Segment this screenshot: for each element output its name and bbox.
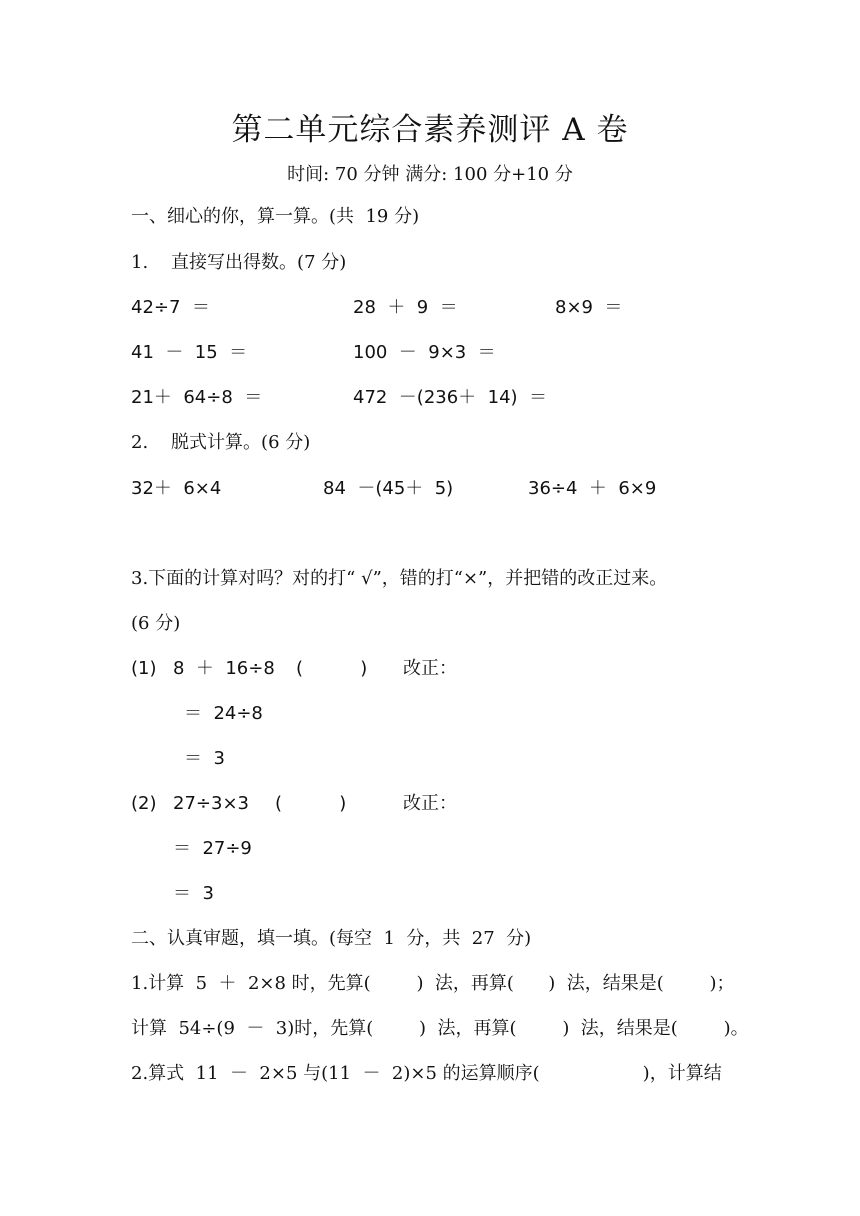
q3-part1-correction-label: 改正： — [403, 658, 457, 679]
q3-part1-number: (1) — [131, 658, 157, 679]
section2-q1-line: 1.计算 5 ＋ 2×8 时，先算( ) 法，再算( ) 法，结果是( )； — [131, 973, 735, 994]
q1-item: 8×9 ＝ — [555, 297, 623, 318]
q1-label: 1. 直接写出得数。(7 分) — [131, 252, 347, 273]
q3-part2-step: ＝ 27÷9 — [173, 838, 252, 859]
q1-item: 472 －(236＋ 14) ＝ — [353, 387, 547, 408]
q1-item: 41 － 15 ＝ — [131, 342, 248, 363]
q3-part1-answer-blank[interactable]: ( ) — [296, 658, 368, 679]
q3-part2-answer-blank[interactable]: ( ) — [275, 793, 347, 814]
q3-part2-number: (2) — [131, 793, 157, 814]
q3-label: 3.下面的计算对吗？对的打“ √”，错的打“×”，并把错的改正过来。 — [131, 568, 668, 589]
q3-part1-expression: 8 ＋ 16÷8 — [173, 658, 275, 679]
q1-item: 28 ＋ 9 ＝ — [353, 297, 458, 318]
exam-info: 时间: 70 分钟 满分: 100 分+10 分 — [287, 164, 573, 185]
q2-item: 32＋ 6×4 — [131, 478, 222, 499]
q3-part2-step: ＝ 3 — [173, 883, 214, 904]
q2-item: 36÷4 ＋ 6×9 — [528, 478, 657, 499]
q3-part1-step: ＝ 3 — [184, 748, 225, 769]
page-title: 第二单元综合素养测评 A 卷 — [231, 112, 629, 148]
q1-item: 21＋ 64÷8 ＝ — [131, 387, 263, 408]
section2-q2-line: 2.算式 11 － 2×5 与(11 － 2)×5 的运算顺序( )，计算结 — [131, 1063, 722, 1084]
q3-label-points: (6 分) — [131, 613, 181, 634]
q3-part2-expression: 27÷3×3 — [173, 793, 249, 814]
section1-heading: 一、细心的你，算一算。(共 19 分) — [131, 206, 420, 227]
q3-part2-correction-label: 改正： — [403, 793, 457, 814]
q2-item: 84 －(45＋ 5) — [323, 478, 454, 499]
section2-heading: 二、认真审题，填一填。(每空 1 分，共 27 分) — [131, 928, 532, 949]
section2-q1-line: 计算 54÷(9 － 3)时，先算( ) 法，再算( ) 法，结果是( )。 — [131, 1018, 749, 1039]
q2-label: 2. 脱式计算。(6 分) — [131, 432, 311, 453]
q1-item: 100 － 9×3 ＝ — [353, 342, 496, 363]
q1-item: 42÷7 ＝ — [131, 297, 210, 318]
q3-part1-step: ＝ 24÷8 — [184, 703, 263, 724]
